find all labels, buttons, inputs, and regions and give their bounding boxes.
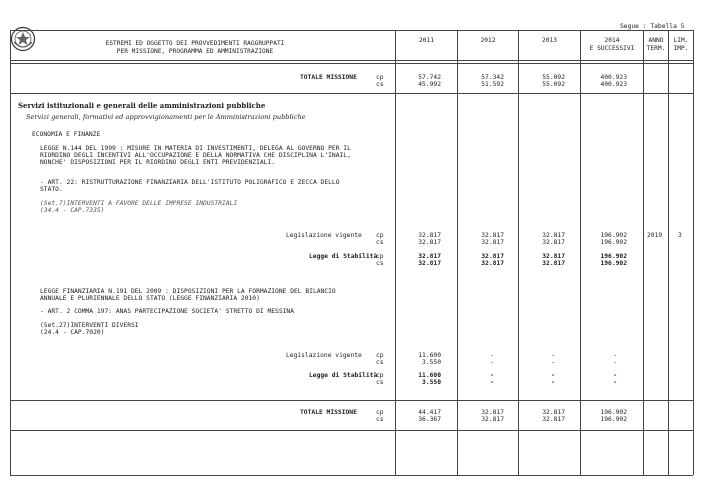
law2-stabilita-cp: cp [376, 372, 384, 379]
header-col-lim-line1: LIM. [673, 37, 689, 44]
law1-sector-line2: (34.4 - CAP.7335) [40, 207, 105, 214]
top-total-label: TOTALE MISSIONE [300, 74, 357, 81]
law1-stabilita-cp: cp [376, 253, 384, 260]
law2-stabilita-cs-2011: 3.550 [422, 379, 441, 386]
bottom-total-cs-2011: 36.367 [418, 416, 441, 423]
law2-stabilita-cs-2014: - [613, 379, 617, 386]
top-total-cp-2013: 55.092 [542, 74, 565, 81]
bottom-total-cp-2013: 32.817 [542, 409, 565, 416]
header-bottom-line [10, 60, 693, 61]
law2-vigente-cp-2011: 11.600 [418, 352, 441, 359]
law1-vigente-cp-2013: 32.817 [542, 232, 565, 239]
law2-stabilita-cs-2013: - [551, 379, 555, 386]
col-divider-2014 [643, 30, 644, 475]
law1-vigente-cp: cp [376, 232, 384, 239]
law2-vigente-cs-2014: - [613, 359, 617, 366]
law1-stabilita-cp-2012: 32.817 [481, 253, 504, 260]
bottom-total-cs-2013: 32.817 [542, 416, 565, 423]
law2-vigente-label: Legislazione vigente [286, 352, 362, 359]
bottom-total-cs-2012: 32.817 [481, 416, 504, 423]
law2-sector-line1: (Set.27)INTERVENTI DIVERSI [40, 322, 139, 329]
law2-stabilita-label: Legge di Stabilità [309, 372, 378, 379]
law1-stabilita-cs-2011: 32.817 [418, 260, 441, 267]
bottom-total-cp-2012: 32.817 [481, 409, 504, 416]
law2-vigente-cs-2013: - [551, 359, 555, 366]
col-divider-anno [668, 30, 669, 475]
bottom-total-top-line [10, 400, 693, 401]
header-col-lim-line2: IMP. [673, 45, 689, 52]
law1-article-line2: STATO. [40, 186, 63, 193]
law1-article-line1: - ART. 22: RISTRUTTURAZIONE FINANZIARIA DELL'ISTITUTO POLIGRAFICO E ZECCA DELLO [40, 179, 340, 186]
law2-stabilita-cp-2013: - [551, 372, 555, 379]
header-col-2014-line1: 2014 [604, 37, 620, 44]
law1-vigente-cs-2013: 32.817 [542, 239, 565, 246]
law2-vigente-cp-2013: - [551, 352, 555, 359]
bottom-total-label: TOTALE MISSIONE [300, 409, 357, 416]
law1-line1: LEGGE N.144 DEL 1999 : MISURE IN MATERIA DI INVESTIMENTI, DELEGA AL GOVERNO PER IL [40, 145, 351, 152]
header-col-2014-line2: E SUCCESSIVI [589, 45, 635, 52]
header-col-2013: 2013 [542, 37, 557, 44]
law1-line2: RIORDINO DEGLI INCENTIVI ALL'OCCUPAZIONE E DELLA NORMATIVA CHE DISCIPLINA L'INAIL, [40, 152, 351, 159]
law1-stabilita-cp-2011: 32.817 [418, 253, 441, 260]
header-col-2011: 2011 [419, 37, 434, 44]
top-total-separator [10, 93, 693, 94]
law2-stabilita-cp-2012: - [490, 372, 494, 379]
law1-vigente-cs-2011: 32.817 [418, 239, 441, 246]
bottom-total-cp-2014: 196.902 [600, 409, 627, 416]
header-top-line [10, 30, 693, 31]
bottom-total-bottom-line [10, 430, 693, 431]
administration-title: ECONOMIA E FINANZE [32, 131, 101, 138]
header-title-line1: ESTREMI ED OGGETTO DEI PROVVEDIMENTI RAGGRUPPATI [105, 40, 285, 47]
law1-stabilita-label: Legge di Stabilità [309, 253, 378, 260]
mission-title: Servizi istituzionali e generali delle amministrazioni pubbliche [18, 101, 266, 110]
header-bottom-line-2 [10, 63, 693, 64]
bottom-total-cs: cs [376, 416, 384, 423]
top-total-cp: cp [376, 74, 384, 81]
law1-sector-line1: (Set.7)INTERVENTI A FAVORE DELLE IMPRESE INDUSTRIALI [40, 200, 238, 207]
top-total-cp-2011: 57.742 [418, 74, 441, 81]
law2-vigente-cs-2012: - [490, 359, 494, 366]
program-title: Servizi generali, formativi ed approvvigionamenti per le Amministrazioni pubbliche [26, 113, 306, 121]
law2-vigente-cs: cs [376, 359, 384, 366]
header-col-anno-line1: ANNO [648, 37, 664, 44]
bottom-line [10, 475, 693, 476]
law2-line2: ANNUALE E PLURIENNALE DELLO STATO (LEGGE FINANZIARIA 2010) [40, 295, 260, 302]
law1-vigente-cs: cs [376, 239, 384, 246]
law1-line3: NONCHE' DISPOSIZIONI PER IL RIORDINO DEGLI ENTI PREVIDENZIALI. [40, 159, 276, 166]
law2-sector-line2: (24.4 - CAP.7020) [40, 329, 105, 336]
bottom-total-cp-2011: 44.417 [418, 409, 441, 416]
law1-stabilita-cs-2013: 32.817 [542, 260, 565, 267]
law1-lim-imp: 3 [678, 232, 682, 239]
col-right-border [693, 30, 694, 475]
col-left-border [10, 30, 11, 475]
top-total-cp-2014: 400.923 [600, 74, 627, 81]
law2-stabilita-cp-2011: 11.600 [418, 372, 441, 379]
law2-vigente-cs-2011: 3.550 [422, 359, 441, 366]
law2-vigente-cp-2014: - [613, 352, 617, 359]
continuation-label: Segue : Tabella 5 [620, 23, 685, 30]
law1-stabilita-cs: cs [376, 260, 384, 267]
header-col-2012: 2012 [480, 37, 496, 44]
law2-article-line1: - ART. 2 COMMA 197: ANAS PARTECIPAZIONE SOCIETA' STRETTO DI MESSINA [40, 308, 295, 315]
top-total-cs-2012: 51.592 [481, 81, 504, 88]
law1-vigente-cp-2014: 196.902 [600, 232, 627, 239]
law2-stabilita-cs: cs [376, 379, 384, 386]
law1-vigente-cs-2012: 32.817 [481, 239, 504, 246]
law1-vigente-cs-2014: 196.902 [600, 239, 627, 246]
header-col-anno-line2: TERM. [646, 45, 666, 52]
bottom-total-cs-2014: 196.902 [600, 416, 627, 423]
law1-anno-term: 2019 [647, 232, 663, 239]
law1-vigente-cp-2011: 32.817 [418, 232, 441, 239]
top-total-cs-2011: 45.992 [418, 81, 441, 88]
law2-vigente-cp-2012: - [490, 352, 494, 359]
bottom-total-cp: cp [376, 409, 384, 416]
law1-vigente-label: Legislazione vigente [286, 232, 362, 239]
law2-stabilita-cs-2012: - [490, 379, 494, 386]
law1-stabilita-cs-2014: 196.902 [600, 260, 627, 267]
law2-vigente-cp: cp [376, 352, 384, 359]
top-total-cp-2012: 57.342 [481, 74, 504, 81]
top-total-cs-2014: 400.923 [600, 81, 627, 88]
law1-stabilita-cs-2012: 32.817 [481, 260, 504, 267]
top-total-cs: cs [376, 81, 384, 88]
law2-line1: LEGGE FINANZIARIA N.191 DEL 2009 : DISPOSIZIONI PER LA FORMAZIONE DEL BILANCIO [40, 288, 336, 295]
header-title-line2: PER MISSIONE, PROGRAMMA ED AMMINISTRAZIONE [116, 48, 274, 55]
law1-vigente-cp-2012: 32.817 [481, 232, 504, 239]
top-total-cs-2013: 55.092 [542, 81, 565, 88]
law2-stabilita-cp-2014: - [613, 372, 617, 379]
law1-stabilita-cp-2014: 196.902 [600, 253, 627, 260]
law1-stabilita-cp-2013: 32.817 [542, 253, 565, 260]
